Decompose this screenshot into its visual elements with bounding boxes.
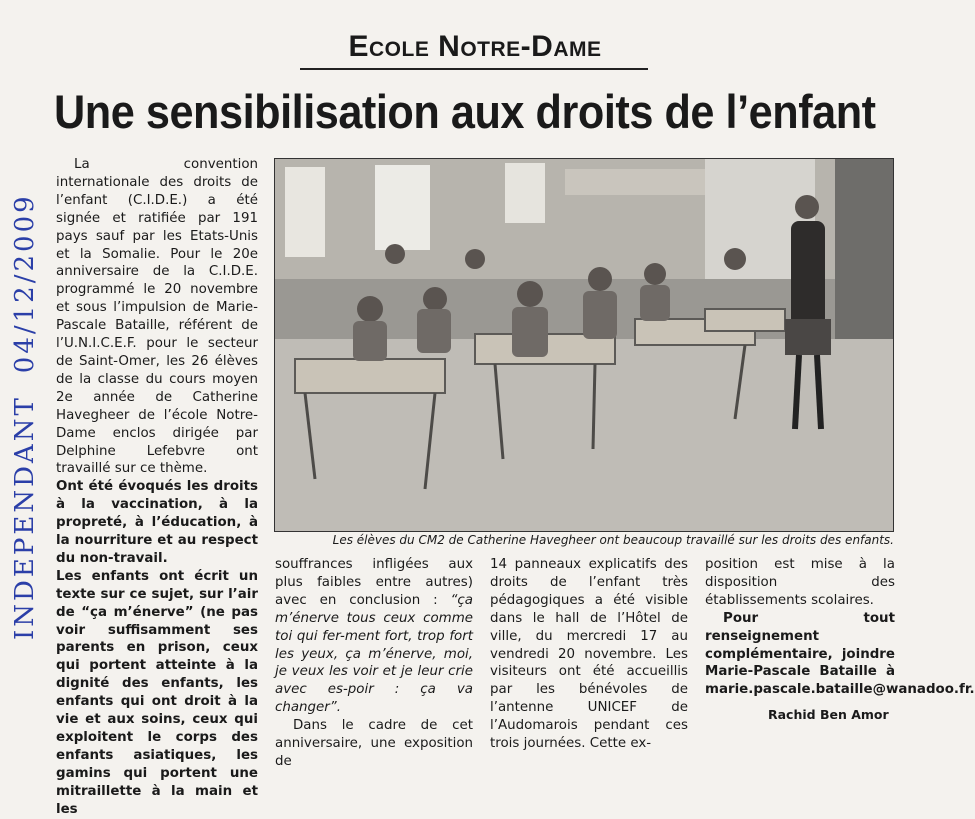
classroom-photo: [274, 158, 894, 532]
headline: Une sensibilisation aux droits de l’enfant: [54, 85, 876, 138]
handwritten-publication: INDEPENDANT: [10, 395, 40, 640]
paragraph-exhibition-intro: Dans le cadre de cet anniversaire, une exposition de: [275, 718, 473, 769]
section-kicker: Ecole Notre-Dame: [348, 30, 602, 63]
conclusion-text: souffrances infligées aux plus faibles entre autres) avec en conclusion :: [275, 557, 473, 608]
paragraph-rights: Ont été évoqués les droits à la vaccination, à la propreté, à l’éducation, à la nourriture et au respect du non-travail.: [56, 479, 258, 566]
article-column-1: [56, 156, 258, 819]
paragraph-exhibition: 14 panneaux explicatifs des droits de l’enfant très pédagogiques a été visible dans le hall de l’Hôtel de ville, du mercredi 17 au vendredi 20 novembre. Les visiteurs ont été accueillis par les bénévoles de l’antenne UNICEF de l’Audomarois pendant ces trois journées. Cette ex-: [490, 557, 688, 752]
handwritten-date: 04/12/2009: [10, 193, 40, 374]
kicker-underline: [300, 68, 648, 70]
paragraph-conclusion: [275, 556, 473, 717]
paragraph-intro: La convention internationale des droits de l’enfant (C.I.D.E.) a été signée et ratifiée par 191 pays sauf par les Etats-Unis et la Somalie. Pour le 20e anniversaire de la C.I.D.E. programmé le 20 novembre et sous l’impulsion de Marie-Pascale Bataille, référent de l’U.N.I.C.E.F. pour le secteur de Saint-Omer, les 26 élèves de la classe du cours moyen 2e année de Catherine Havegheer de l’école Notre-Dame enclos dirigée par Delphine Lefebvre ont travaillé sur ce thème.: [56, 157, 258, 477]
article-column-3: [490, 556, 688, 753]
classroom-photo-illustration: [275, 159, 893, 531]
conclusion-quote: “ça m’énerve tous ceux comme toi qui fer-ment fort, trop fort les yeux, ça m’énerve, moi, je veux les voir et je leur crie avec es-poir : ça va changer”.: [275, 592, 473, 716]
paragraph-children-text: Les enfants ont écrit un texte sur ce sujet, sur l’air de “ça m’énerve” (ne pas voir suffisamment ses parents en prison, ceux qui portent atteinte à la dignité des enfants, les enfants qui ont droit à la vie et aux soins, ceux qui exploitent le corps des enfants asiatiques, les gamins qui portent une mitraillette à la main et les: [56, 568, 258, 817]
article-column-2: [275, 556, 473, 771]
handwritten-annotation: [10, 171, 40, 640]
article-column-4: [705, 556, 975, 699]
paragraph-availability: position est mise à la disposition des établissements scolaires.: [705, 557, 895, 608]
author-signature: Rachid Ben Amor: [768, 707, 889, 722]
photo-caption: Les élèves du CM2 de Catherine Havegheer ont beaucoup travaillé sur les droits des enfants.: [332, 533, 894, 547]
paragraph-contact: Pour tout renseignement complémentaire, joindre Marie-Pascale Bataille à marie.pascale.bataille@wanadoo.fr.: [705, 610, 975, 698]
